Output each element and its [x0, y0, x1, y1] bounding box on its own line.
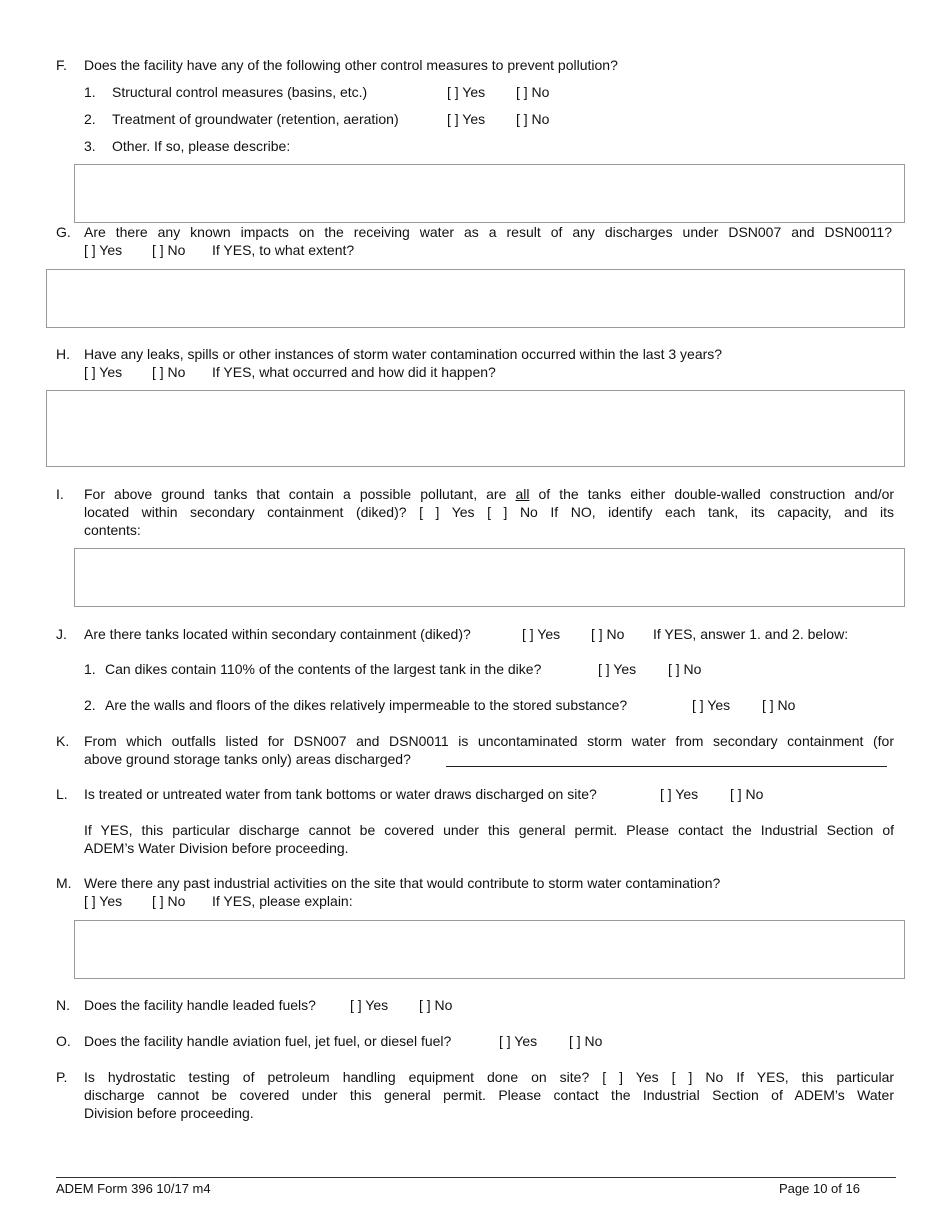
- section-m-yes-checkbox[interactable]: [ ] Yes: [84, 893, 123, 909]
- section-j-item-1-yes-checkbox[interactable]: [ ] Yes: [598, 661, 637, 677]
- section-f-item-2-num: 2.: [84, 111, 96, 127]
- section-p-line-1-post: If YES, this particular: [736, 1069, 895, 1085]
- section-o-no-checkbox[interactable]: [ ] No: [569, 1033, 603, 1049]
- section-l-note-line-2: ADEM’s Water Division before proceeding.: [84, 840, 349, 856]
- section-f-item-3-num: 3.: [84, 138, 96, 154]
- section-j-letter: J.: [56, 626, 67, 642]
- section-i-line-2-pre: located within secondary containment (diked)?: [84, 504, 407, 520]
- section-j-item-2-num: 2.: [84, 697, 96, 713]
- section-h-question: Have any leaks, spills or other instances of storm water contamination occurred within the last 3 years?: [84, 346, 723, 362]
- section-h-follow-up: If YES, what occurred and how did it happen?: [212, 364, 496, 380]
- section-f-describe-box[interactable]: [74, 164, 905, 223]
- section-n-yes-checkbox[interactable]: [ ] Yes: [350, 997, 389, 1013]
- section-f-question: Does the facility have any of the following other control measures to prevent pollution?: [84, 57, 618, 73]
- section-g-extent-box[interactable]: [46, 269, 905, 328]
- section-m-explain-box[interactable]: [74, 920, 905, 979]
- section-f-item-1-yes-checkbox[interactable]: [ ] Yes: [447, 84, 486, 100]
- section-i-letter: I.: [56, 486, 64, 502]
- section-i-line-1-pre: For above ground tanks that contain a possible pollutant, are: [84, 486, 507, 502]
- footer-rule: [56, 1177, 896, 1178]
- section-i-question-line-1: [84, 485, 894, 503]
- section-m-question: Were there any past industrial activities on the site that would contribute to storm water contamination?: [84, 875, 721, 891]
- section-m-letter: M.: [56, 875, 72, 891]
- section-p-no-checkbox[interactable]: [ ] No: [671, 1069, 724, 1085]
- section-j-yes-checkbox[interactable]: [ ] Yes: [522, 626, 561, 642]
- section-f-item-1-no-checkbox[interactable]: [ ] No: [516, 84, 550, 100]
- section-n-question: Does the facility handle leaded fuels?: [84, 997, 316, 1013]
- section-i-tank-box[interactable]: [74, 548, 905, 607]
- section-l-yes-checkbox[interactable]: [ ] Yes: [660, 786, 699, 802]
- section-j-item-1-no-checkbox[interactable]: [ ] No: [668, 661, 702, 677]
- section-j-question: Are there tanks located within secondary containment (diked)?: [84, 626, 471, 642]
- section-j-item-2-yes-checkbox[interactable]: [ ] Yes: [692, 697, 731, 713]
- footer-page-number: Page 10 of 16: [779, 1181, 860, 1196]
- section-j-item-2-text: Are the walls and floors of the dikes relatively impermeable to the stored substance?: [105, 697, 628, 713]
- section-n-no-checkbox[interactable]: [ ] No: [419, 997, 453, 1013]
- section-g-no-checkbox[interactable]: [ ] No: [152, 242, 186, 258]
- section-p-question-line-3: Division before proceeding.: [84, 1105, 254, 1121]
- section-n-letter: N.: [56, 997, 70, 1013]
- section-f-item-2-text: Treatment of groundwater (retention, aeration): [112, 111, 399, 127]
- section-h-occurrence-box[interactable]: [46, 390, 905, 467]
- section-g-letter: G.: [56, 224, 71, 240]
- section-p-letter: P.: [56, 1069, 68, 1085]
- section-i-yes-checkbox[interactable]: [ ] Yes: [419, 504, 475, 520]
- footer-form-id: ADEM Form 396 10/17 m4: [56, 1181, 211, 1196]
- section-o-letter: O.: [56, 1033, 71, 1049]
- section-g-yes-checkbox[interactable]: [ ] Yes: [84, 242, 123, 258]
- section-h-no-checkbox[interactable]: [ ] No: [152, 364, 186, 380]
- section-j-no-checkbox[interactable]: [ ] No: [591, 626, 625, 642]
- section-f-item-1-text: Structural control measures (basins, etc.): [112, 84, 368, 100]
- section-p-question-line-1: [84, 1068, 894, 1086]
- section-f-item-2-yes-checkbox[interactable]: [ ] Yes: [447, 111, 486, 127]
- section-p-line-1-pre: Is hydrostatic testing of petroleum handling equipment done on site?: [84, 1069, 590, 1085]
- section-h-yes-checkbox[interactable]: [ ] Yes: [84, 364, 123, 380]
- section-l-note-line-1: If YES, this particular discharge cannot be covered under this general permit. Please contact the Industrial Section of: [84, 822, 894, 838]
- section-m-follow-up: If YES, please explain:: [212, 893, 353, 909]
- section-i-no-checkbox[interactable]: [ ] No: [487, 504, 538, 520]
- section-j-item-1-text: Can dikes contain 110% of the contents of the largest tank in the dike?: [105, 661, 542, 677]
- section-m-no-checkbox[interactable]: [ ] No: [152, 893, 186, 909]
- section-o-question: Does the facility handle aviation fuel, jet fuel, or diesel fuel?: [84, 1033, 452, 1049]
- section-g-follow-up: If YES, to what extent?: [212, 242, 355, 258]
- section-i-line-1-underlined: all: [515, 486, 530, 502]
- section-i-question-line-2: [84, 503, 894, 521]
- section-h-letter: H.: [56, 346, 70, 362]
- section-k-question-line-2: above ground storage tanks only) areas discharged?: [84, 751, 411, 767]
- section-f-letter: F.: [56, 57, 67, 73]
- section-l-question: Is treated or untreated water from tank bottoms or water draws discharged on site?: [84, 786, 597, 802]
- section-k-question-line-1: From which outfalls listed for DSN007 and DSN0011 is uncontaminated storm water from secondary containment (for: [84, 733, 894, 749]
- section-l-letter: L.: [56, 786, 68, 802]
- section-i-question-line-3: contents:: [84, 522, 141, 538]
- section-j-item-2-no-checkbox[interactable]: [ ] No: [762, 697, 796, 713]
- section-f-item-3-text: Other. If so, please describe:: [112, 138, 291, 154]
- section-k-answer-line[interactable]: [446, 766, 887, 767]
- section-p-yes-checkbox[interactable]: [ ] Yes: [602, 1069, 659, 1085]
- section-i-line-1-post: of the tanks either double-walled construction and/or: [538, 486, 895, 502]
- section-o-yes-checkbox[interactable]: [ ] Yes: [499, 1033, 538, 1049]
- section-f-item-1-num: 1.: [84, 84, 96, 100]
- section-i-line-2-post: If NO, identify each tank, its capacity, and its: [550, 504, 895, 520]
- section-f-item-2-no-checkbox[interactable]: [ ] No: [516, 111, 550, 127]
- section-j-item-1-num: 1.: [84, 661, 96, 677]
- section-j-follow-up: If YES, answer 1. and 2. below:: [653, 626, 849, 642]
- section-p-question-line-2: discharge cannot be covered under this general permit. Please contact the Industrial Section of ADEM’s Water: [84, 1087, 894, 1103]
- section-l-no-checkbox[interactable]: [ ] No: [730, 786, 764, 802]
- section-k-letter: K.: [56, 733, 70, 749]
- section-g-question: Are there any known impacts on the receiving water as a result of any discharges under DSN007 and DSN0011?: [84, 224, 892, 240]
